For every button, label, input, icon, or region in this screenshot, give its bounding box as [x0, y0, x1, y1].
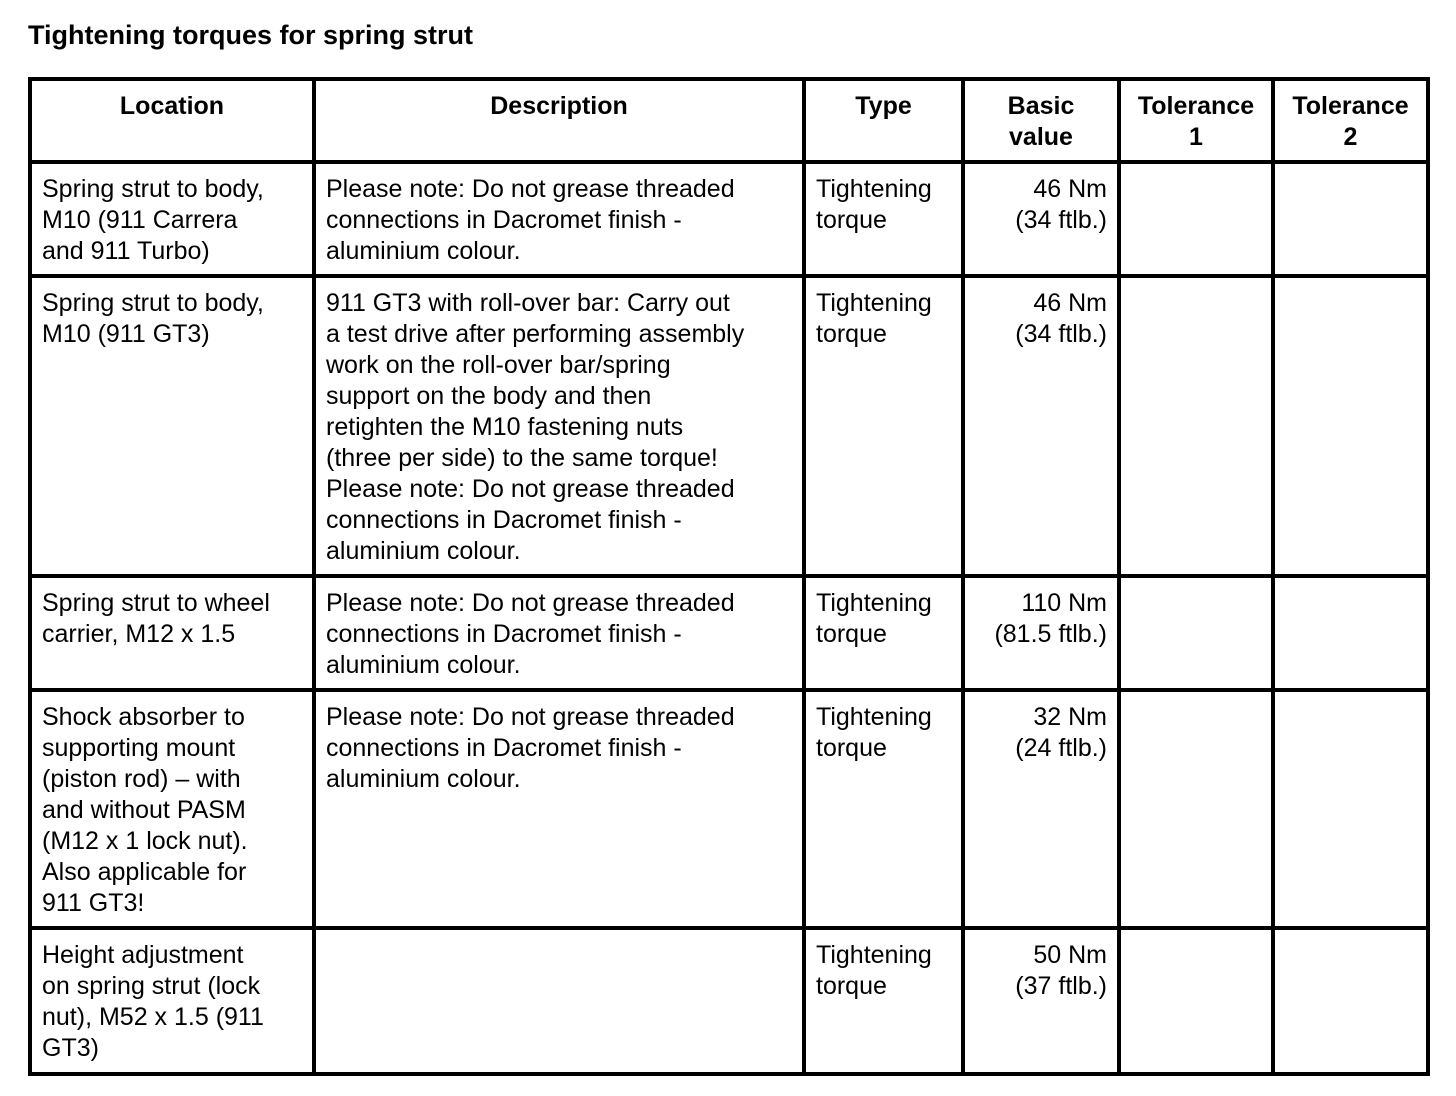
cell-description-line: (three per side) to the same torque! [326, 444, 718, 472]
cell-basic-value [963, 276, 1119, 576]
cell-basic-value-line: (24 ftlb.) [1015, 734, 1107, 762]
header-description: Description [314, 79, 804, 162]
cell-description-line: 911 GT3 with roll-over bar: Carry out [326, 289, 730, 317]
cell-basic-value-line: 46 Nm [1033, 175, 1107, 203]
cell-type-line: Tightening [816, 589, 932, 617]
cell-location-line: and 911 Turbo) [42, 237, 210, 265]
cell-location [30, 276, 314, 576]
table-row [30, 576, 1428, 690]
cell-description-line: Please note: Do not grease threaded [326, 703, 735, 731]
cell-description-line: aluminium colour. [326, 651, 521, 679]
cell-type-line: torque [816, 620, 887, 648]
cell-description [314, 928, 804, 1074]
table-row [30, 276, 1428, 576]
cell-location [30, 162, 314, 276]
cell-basic-value-line: 50 Nm [1033, 941, 1107, 969]
cell-description-line: connections in Dacromet finish - [326, 734, 682, 762]
cell-tolerance-2 [1273, 162, 1428, 276]
torque-table [28, 77, 1430, 1076]
header-location: Location [30, 79, 314, 162]
cell-type-line: torque [816, 206, 887, 234]
cell-tolerance-1 [1119, 276, 1273, 576]
table-row [30, 690, 1428, 928]
cell-tolerance-2 [1273, 576, 1428, 690]
header-tolerance-1: Tolerance 1 [1119, 79, 1273, 162]
cell-description-line: connections in Dacromet finish - [326, 620, 682, 648]
cell-basic-value-line: (34 ftlb.) [1015, 320, 1107, 348]
cell-type [804, 928, 963, 1074]
header-basic-value: Basic value [963, 79, 1119, 162]
cell-description-line: connections in Dacromet finish - [326, 506, 682, 534]
cell-location [30, 576, 314, 690]
cell-tolerance-1 [1119, 928, 1273, 1074]
cell-location-line: M10 (911 Carrera [42, 206, 238, 234]
cell-type-line: Tightening [816, 175, 932, 203]
cell-type-line: torque [816, 972, 887, 1000]
cell-type-line: Tightening [816, 289, 932, 317]
cell-location-line: Also applicable for [42, 858, 247, 886]
cell-description-line: Please note: Do not grease threaded [326, 175, 735, 203]
cell-location [30, 690, 314, 928]
cell-type-line: Tightening [816, 941, 932, 969]
cell-location-line: carrier, M12 x 1.5 [42, 620, 236, 648]
cell-description-line: aluminium colour. [326, 537, 521, 565]
cell-basic-value-line: 46 Nm [1033, 289, 1107, 317]
cell-type [804, 162, 963, 276]
cell-basic-value-line: (34 ftlb.) [1015, 206, 1107, 234]
cell-type [804, 690, 963, 928]
cell-basic-value-line: (81.5 ftlb.) [994, 620, 1107, 648]
cell-location-line: (M12 x 1 lock nut). [42, 827, 248, 855]
cell-description-line: Please note: Do not grease threaded [326, 589, 735, 617]
cell-basic-value-line: 32 Nm [1033, 703, 1107, 731]
cell-location-line: (piston rod) – with [42, 765, 241, 793]
cell-description-line: aluminium colour. [326, 765, 521, 793]
table-row [30, 162, 1428, 276]
cell-description-line: support on the body and then [326, 382, 652, 410]
page-title: Tightening torques for spring strut [28, 20, 473, 50]
cell-location-line: on spring strut (lock [42, 972, 261, 1000]
cell-tolerance-1 [1119, 162, 1273, 276]
cell-location-line: Spring strut to wheel [42, 589, 270, 617]
cell-description-line: a test drive after performing assembly [326, 320, 745, 348]
cell-tolerance-1 [1119, 576, 1273, 690]
cell-location-line: Spring strut to body, [42, 175, 264, 203]
cell-tolerance-1 [1119, 690, 1273, 928]
cell-location-line: Shock absorber to [42, 703, 245, 731]
table-row [30, 928, 1428, 1074]
cell-basic-value-line: 110 Nm [1021, 589, 1107, 617]
cell-type [804, 576, 963, 690]
header-tolerance-2: Tolerance 2 [1273, 79, 1428, 162]
cell-description-line: Please note: Do not grease threaded [326, 475, 735, 503]
cell-location-line: GT3) [42, 1034, 99, 1062]
cell-type [804, 276, 963, 576]
cell-description-line: aluminium colour. [326, 237, 521, 265]
cell-basic-value [963, 576, 1119, 690]
cell-basic-value-line: (37 ftlb.) [1015, 972, 1107, 1000]
cell-basic-value [963, 162, 1119, 276]
cell-location-line: supporting mount [42, 734, 236, 762]
cell-basic-value [963, 928, 1119, 1074]
cell-description [314, 276, 804, 576]
header-type: Type [804, 79, 963, 162]
cell-type-line: Tightening [816, 703, 932, 731]
cell-description-line: connections in Dacromet finish - [326, 206, 682, 234]
cell-location-line: 911 GT3! [42, 889, 145, 917]
cell-type-line: torque [816, 320, 887, 348]
cell-description [314, 576, 804, 690]
table-header-row [30, 79, 1428, 162]
cell-description-line: retighten the M10 fastening nuts [326, 413, 684, 441]
cell-basic-value [963, 690, 1119, 928]
cell-location-line: M10 (911 GT3) [42, 320, 210, 348]
cell-location [30, 928, 314, 1074]
cell-tolerance-2 [1273, 276, 1428, 576]
cell-location-line: and without PASM [42, 796, 246, 824]
cell-description [314, 690, 804, 928]
cell-type-line: torque [816, 734, 887, 762]
cell-location-line: Height adjustment [42, 941, 244, 969]
cell-description [314, 162, 804, 276]
cell-location-line: Spring strut to body, [42, 289, 264, 317]
cell-tolerance-2 [1273, 928, 1428, 1074]
cell-description-line: work on the roll-over bar/spring [326, 351, 671, 379]
cell-tolerance-2 [1273, 690, 1428, 928]
cell-location-line: nut), M52 x 1.5 (911 [42, 1003, 264, 1031]
